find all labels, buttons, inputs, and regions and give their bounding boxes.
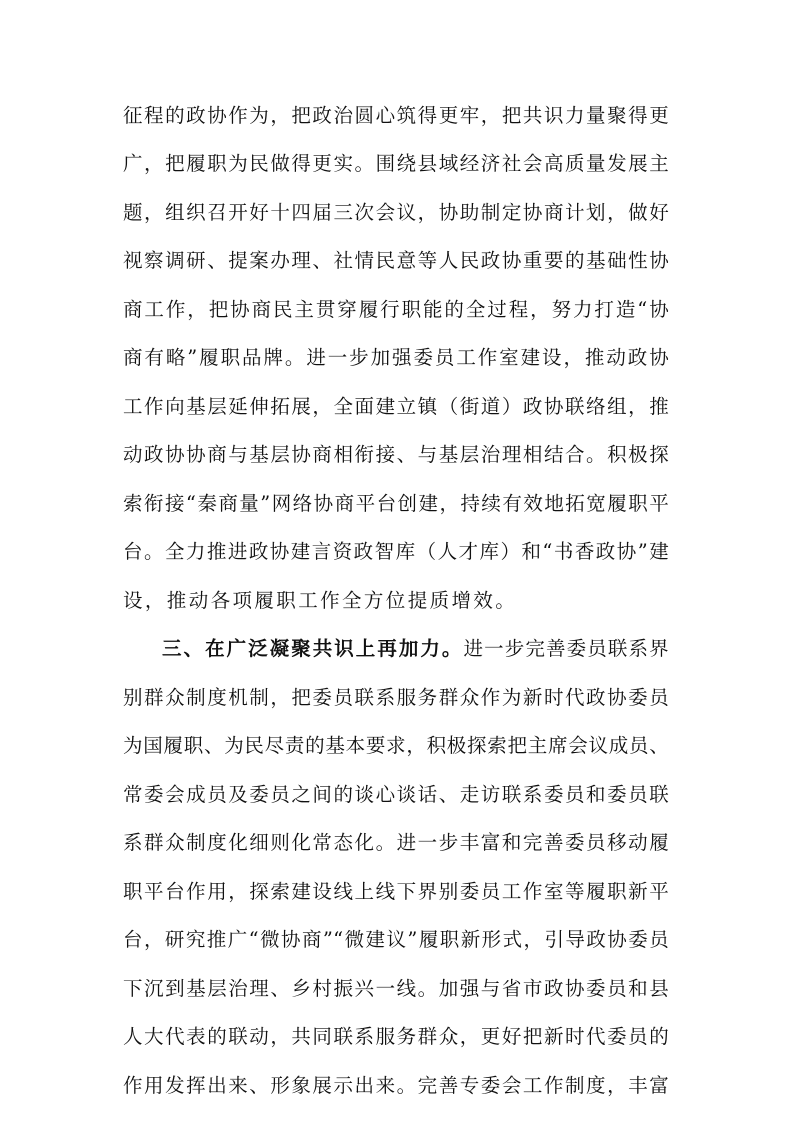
section-heading: 三、在广泛凝聚共识上再加力。: [162, 637, 464, 660]
paragraph-line: 视察调研、提案办理、社情民意等人民政协重要的基础性协: [123, 249, 669, 272]
section-heading-continuation: 进一步完善委员联系界: [463, 637, 669, 660]
paragraph-line: 作用发挥出来、形象展示出来。完善专委会工作制度，丰富: [123, 1074, 669, 1097]
paragraph-line: 为国履职、为民尽责的基本要求，积极探索把主席会议成员、: [123, 734, 669, 757]
paragraph-line: 索衔接“秦商量”网络协商平台创建，持续有效地拓宽履职平: [123, 492, 669, 515]
paragraph-line: 台。全力推进政协建言资政智库（人才库）和“书香政协”建: [123, 540, 669, 563]
paragraph-line: 商有略”履职品牌。进一步加强委员工作室建设，推动政协: [123, 346, 669, 369]
paragraph-line: 下沉到基层治理、乡村振兴一线。加强与省市政协委员和县: [123, 977, 669, 1000]
paragraph-line: 设，推动各项履职工作全方位提质增效。: [123, 589, 518, 612]
paragraph-line: 题，组织召开好十四届三次会议，协助制定协商计划，做好: [123, 201, 669, 224]
paragraph-line: 工作向基层延伸拓展，全面建立镇（街道）政协联络组，推: [123, 395, 669, 418]
paragraph-line: 商工作，把协商民主贯穿履行职能的全过程，努力打造“协: [123, 298, 669, 321]
section-first-line: [162, 629, 669, 669]
paragraph-line: 动政协协商与基层协商相衔接、与基层治理相结合。积极探: [123, 443, 669, 466]
paragraph-line: 征程的政协作为，把政治圆心筑得更牢，把共识力量聚得更: [123, 104, 669, 127]
paragraph-line: 系群众制度化细则化常态化。进一步丰富和完善委员移动履: [123, 831, 669, 854]
paragraph-line: 广，把履职为民做得更实。围绕县域经济社会高质量发展主: [123, 152, 669, 175]
paragraph-line: 人大代表的联动，共同联系服务群众，更好把新时代委员的: [123, 1025, 669, 1048]
paragraph-line: 别群众制度机制，把委员联系服务群众作为新时代政协委员: [123, 686, 669, 709]
paragraph-line: 台，研究推广“微协商”“微建议”履职新形式，引导政协委员: [123, 928, 669, 951]
paragraph-line: 职平台作用，探索建设线上线下界别委员工作室等履职新平: [123, 880, 669, 903]
paragraph-line: 常委会成员及委员之间的谈心谈话、走访联系委员和委员联: [123, 783, 669, 806]
